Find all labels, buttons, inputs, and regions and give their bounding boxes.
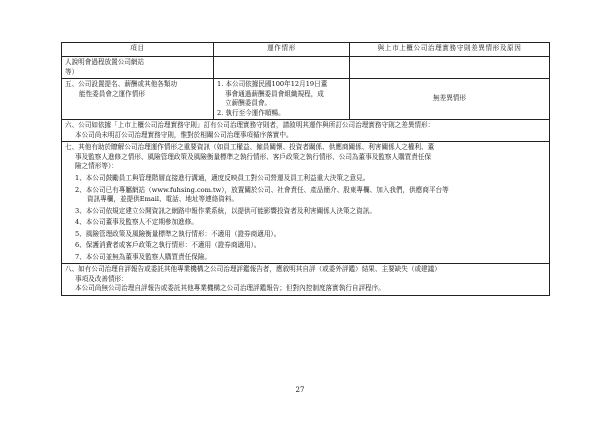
row-five-item-line2: 能性委員會之運作情形 <box>79 89 145 98</box>
row-five-diff-cell: 無差異情形 <box>350 79 550 120</box>
row-five-op-line3: 立薪酬委員會。 <box>225 99 272 108</box>
header-difference: 與上市上櫃公司治理實務守則差異情形及原因 <box>350 43 550 57</box>
row-five-op-line4: 2. 執行至今運作順暢。 <box>217 108 285 117</box>
row-seven-item-4: 4、本公司董事及監察人不定期參加進修。 <box>75 218 198 227</box>
row-five-item-cell <box>62 79 214 120</box>
row-seven-item-2: 2、本公司已有專屬網站（www.fuhsing.com.tw），放置關於公司、社會責任、產品簡介、股東專欄、加入我們，供應商平台等 <box>75 185 449 194</box>
row-six-line1: 六、公司如依據「上市上櫃公司治理實務守則」訂有公司治理實務守則者，請敘明其運作與所訂公司治理實務守則之差異情形： <box>65 121 435 130</box>
table-header-row <box>62 43 550 57</box>
page-number: 27 <box>295 386 305 394</box>
row-five-item-line1: 五、公司設置提名、薪酬或其他各類功 <box>65 80 178 89</box>
governance-table <box>61 42 550 296</box>
header-item: 項目 <box>62 43 214 57</box>
row-seven-item-7: 7、本公司並無為董事及監察人購買責任保險。 <box>75 252 212 261</box>
row-eight-line2: 事項及改善情形： <box>75 274 128 283</box>
row-four-op-cell <box>214 57 350 79</box>
row-eight-line3: 本公司尚無公司治理自評報告或委託其他專業機構之公司治理評鑑報告；但對內控制度落實執行自評程序。 <box>75 284 385 293</box>
table-row <box>62 79 550 120</box>
row-seven-cell <box>62 142 550 264</box>
table-row <box>62 120 550 142</box>
row-five-op-line2: 事會通過薪酬委員會組織規程，成 <box>225 89 324 98</box>
row-six-cell <box>62 120 550 142</box>
row-eight-line1: 八、如有公司治理自評報告或委託其他專業機構之公司治理評鑑報告者，應敘明其自評（或委外評鑑）結果、主要缺失（或建議） <box>65 265 441 274</box>
row-six-line2: 本公司尚未明訂公司治理實務守則，惟對於相關公司治理事項循序落實中。 <box>75 130 293 139</box>
row-seven-item-5: 5、風險管理政策及風險衡量標準之執行情形：不適用（證券商適用）。 <box>75 229 281 238</box>
table-row <box>62 57 550 79</box>
row-seven-item-3: 3、本公司依規定建立公開資訊之網路申報作業系統，以提供可能影響投資者及利害關係人決策之資訊。 <box>75 206 376 215</box>
row-seven-intro2: 事及監察人進修之情形、風險管理政策及風險衡量標準之執行情形、客戶政策之執行情形、公司為董事及監察人購買責任保 <box>75 152 432 161</box>
row-four-diff-cell <box>350 57 550 79</box>
row-four-tail-line2: 等） <box>65 67 79 76</box>
row-four-tail-cell <box>62 57 214 79</box>
row-five-op-line1: 1. 本公司依據民國100年12月19日董 <box>217 80 328 89</box>
row-five-op-cell <box>214 79 350 120</box>
row-seven-intro3: 險之情形等）： <box>75 162 118 171</box>
row-seven-item-1: 1、本公司鼓勵員工與管理階層直接進行溝通，適度反映員工對公司營運及員工利益重大決策之意見。 <box>75 174 370 183</box>
header-operation: 運作情形 <box>214 43 350 57</box>
row-seven-item-2-cont: 資訊專欄，並提供Email、電話、地址等連絡資料。 <box>87 195 239 204</box>
row-seven-intro1: 七、其他有助於瞭解公司治理運作情形之重要資訊（如員工權益、僱員關懷、投資者關係、供應商關係、利害關係人之權利、董 <box>65 143 435 152</box>
table-row <box>62 264 550 296</box>
row-four-tail-line1: 人說明會過程放置公司網站 <box>65 58 145 66</box>
row-seven-item-6: 6、保護消費者或客戶政策之執行情形：不適用（證券商適用）。 <box>75 241 261 250</box>
table-row <box>62 142 550 264</box>
row-eight-cell <box>62 264 550 296</box>
